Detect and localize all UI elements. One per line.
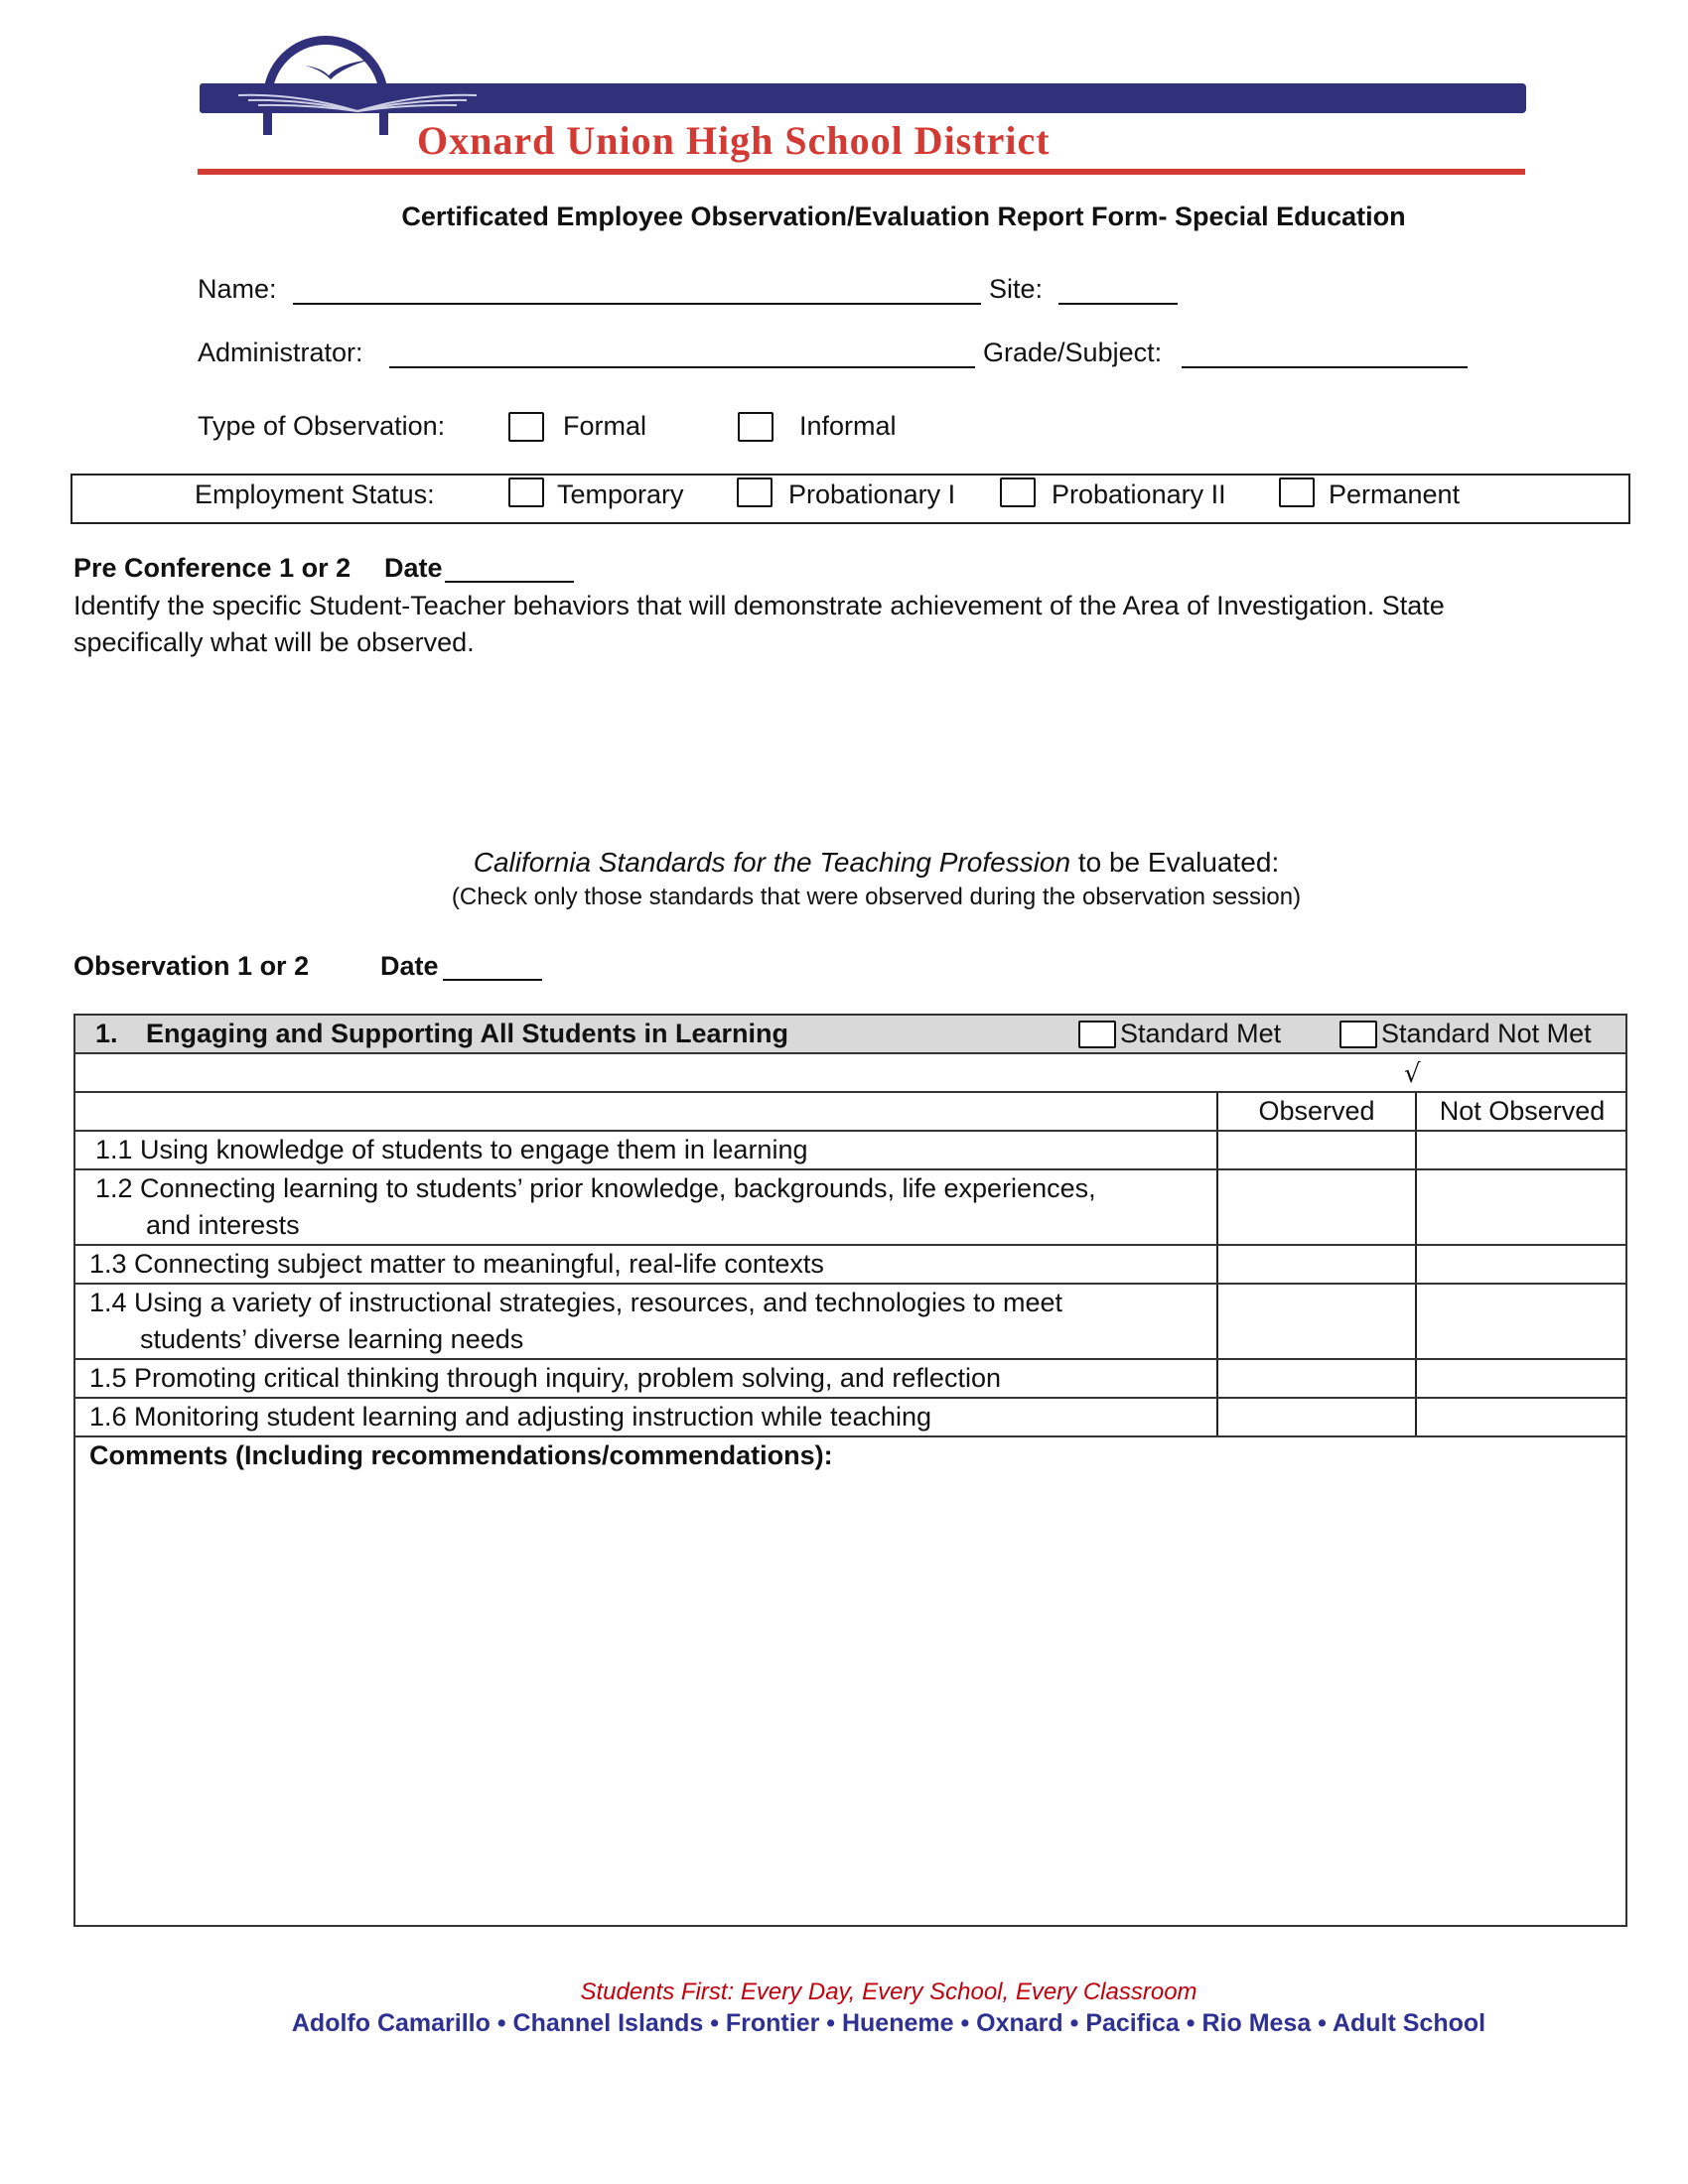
standards-heading-italic: California Standards for the Teaching Profession [473, 847, 1071, 878]
standards-heading-rest: to be Evaluated: [1070, 847, 1280, 878]
pre-conference-title: Pre Conference 1 or 2 [73, 553, 352, 583]
standard-1-1-not-observed-cell[interactable] [1417, 1132, 1627, 1168]
standard-1-1-text: 1.1 Using knowledge of students to engage them in learning [95, 1135, 808, 1164]
standards-note: (Check only those standards that were observed during the observation session) [451, 884, 1302, 910]
standard-met-checkbox[interactable] [1078, 1021, 1116, 1048]
standard-1-3-observed-cell[interactable] [1218, 1246, 1415, 1283]
site-field[interactable] [1058, 281, 1178, 305]
standard-1-4-not-observed-cell[interactable] [1417, 1285, 1627, 1358]
administrator-field[interactable] [389, 344, 975, 368]
standard-1-table [73, 1014, 1627, 1927]
pre-conference-instructions-1: Identify the specific Student-Teacher behaviors that will demonstrate achievement of the Area of Investigation. State [73, 591, 1445, 620]
permanent-label: Permanent [1329, 479, 1461, 509]
pre-conference-instructions-2: specifically what will be observed. [73, 627, 475, 657]
footer-school-list: Adolfo Camarillo • Channel Islands • Frontier • Hueneme • Oxnard • Pacifica • Rio Mesa • Adult School [291, 2009, 1486, 2037]
standards-heading [0, 847, 1688, 879]
formal-checkbox[interactable] [508, 412, 544, 442]
table-row [75, 1170, 1625, 1246]
open-book-icon [228, 91, 487, 113]
administrator-label: Administrator: [198, 338, 363, 367]
standard-1-5-observed-cell[interactable] [1218, 1360, 1415, 1397]
seagull-icon [303, 58, 372, 81]
standard-number: 1. [95, 1019, 118, 1048]
name-label: Name: [198, 274, 277, 304]
standard-1-4-observed-cell[interactable] [1218, 1285, 1415, 1358]
formal-label: Formal [563, 411, 647, 441]
standard-1-2-text: 1.2 Connecting learning to students’ prior knowledge, backgrounds, life experiences, [95, 1173, 1096, 1203]
informal-label: Informal [799, 411, 897, 441]
temporary-checkbox[interactable] [508, 478, 544, 507]
observation-date-field[interactable] [443, 957, 542, 981]
check-mark-icon: √ [1404, 1059, 1421, 1089]
form-title: Certificated Employee Observation/Evaluation Report Form- Special Education [401, 202, 1406, 231]
observation-type-label: Type of Observation: [198, 411, 446, 441]
standard-1-5-not-observed-cell[interactable] [1417, 1360, 1627, 1397]
standard-1-3-not-observed-cell[interactable] [1417, 1246, 1627, 1283]
observation-title: Observation 1 or 2 [73, 951, 310, 981]
observed-column-header: Observed [1258, 1096, 1375, 1126]
standard-not-met-checkbox[interactable] [1339, 1021, 1377, 1048]
temporary-label: Temporary [557, 479, 684, 509]
probationary-2-checkbox[interactable] [1000, 478, 1036, 507]
grade-subject-field[interactable] [1182, 344, 1468, 368]
comments-area[interactable] [75, 1437, 1625, 1925]
standard-1-1-observed-cell[interactable] [1218, 1132, 1415, 1168]
name-field[interactable] [293, 281, 981, 305]
table-row [75, 1360, 1625, 1399]
district-name: Oxnard Union High School District [417, 118, 1051, 163]
probationary-1-checkbox[interactable] [737, 478, 773, 507]
probationary-1-label: Probationary I [788, 479, 956, 509]
standard-1-6-not-observed-cell[interactable] [1417, 1399, 1627, 1435]
district-logo [0, 0, 1688, 179]
table-row [75, 1399, 1625, 1437]
table-row [75, 1246, 1625, 1285]
column-header-row [75, 1093, 1625, 1132]
check-glyph-row [75, 1054, 1625, 1093]
standard-1-4-text-continued: students’ diverse learning needs [140, 1324, 524, 1354]
standard-not-met-label: Standard Not Met [1381, 1019, 1592, 1048]
standard-title: Engaging and Supporting All Students in Learning [146, 1019, 788, 1048]
standard-1-2-text-continued: and interests [146, 1210, 300, 1240]
standard-1-2-not-observed-cell[interactable] [1417, 1170, 1627, 1244]
standard-1-4-text: 1.4 Using a variety of instructional strategies, resources, and technologies to meet [89, 1288, 1063, 1317]
standard-1-6-text: 1.6 Monitoring student learning and adjusting instruction while teaching [89, 1402, 932, 1432]
comments-label: Comments (Including recommendations/commendations): [89, 1440, 833, 1470]
pre-conference-date-label: Date [384, 553, 443, 583]
table-row [75, 1285, 1625, 1360]
pre-conference-date-field[interactable] [445, 559, 574, 583]
standard-1-2-observed-cell[interactable] [1218, 1170, 1415, 1244]
not-observed-column-header: Not Observed [1439, 1096, 1606, 1126]
standard-1-3-text: 1.3 Connecting subject matter to meaningful, real-life contexts [89, 1249, 824, 1279]
standard-header-row [75, 1016, 1625, 1054]
header-red-rule [198, 169, 1525, 175]
standard-met-label: Standard Met [1120, 1019, 1282, 1048]
permanent-checkbox[interactable] [1279, 478, 1315, 507]
informal-checkbox[interactable] [738, 412, 774, 442]
employment-status-label: Employment Status: [195, 479, 435, 509]
site-label: Site: [989, 274, 1044, 304]
standard-1-6-observed-cell[interactable] [1218, 1399, 1415, 1435]
footer-tagline: Students First: Every Day, Every School, Every Classroom [580, 1979, 1197, 2005]
standard-1-5-text: 1.5 Promoting critical thinking through inquiry, problem solving, and reflection [89, 1363, 1001, 1393]
observation-date-label: Date [380, 951, 439, 981]
probationary-2-label: Probationary II [1052, 479, 1226, 509]
table-row [75, 1132, 1625, 1170]
grade-subject-label: Grade/Subject: [983, 338, 1163, 367]
